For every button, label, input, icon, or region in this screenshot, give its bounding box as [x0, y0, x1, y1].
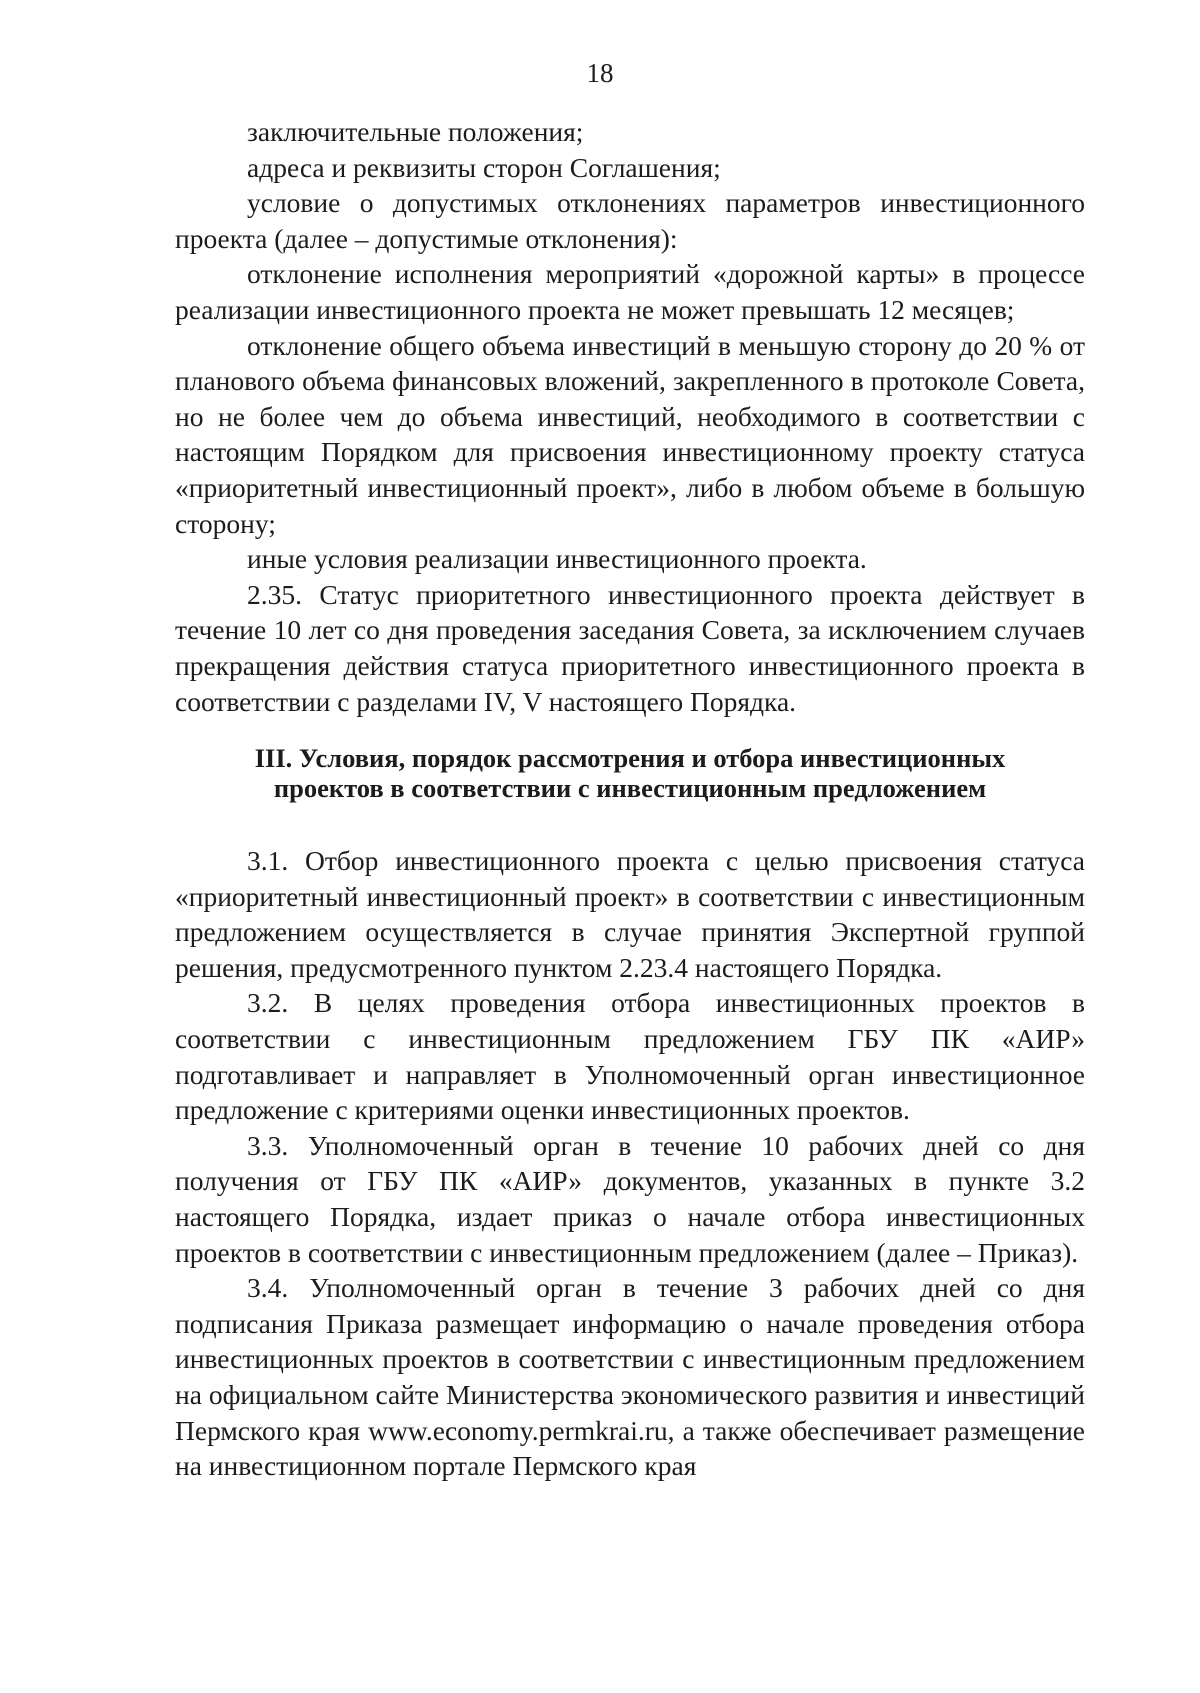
paragraph-clause-2-35: 2.35. Статус приоритетного инвестиционного проекта действует в течение 10 лет со дня проведения заседания Совета, за исключением случаев прекращения действия статуса приоритетного инвестиционного проекта в соответствии с разделами IV, V настоящего Порядка. — [175, 578, 1085, 717]
paragraph: заключительные положения; — [247, 116, 584, 147]
paragraph: отклонение исполнения мероприятий «дорожной карты» в процессе реализации инвестиционного проекта не может превышать 12 месяцев; — [175, 258, 1085, 325]
paragraph-clause-3-2: 3.2. В целях проведения отбора инвестиционных проектов в соответствии с инвестиционным предложением ГБУ ПК «АИР» подготавливает и направляет в Уполномоченный орган инвестиционное предложение с критериями оценки инвестиционных проектов. — [175, 987, 1085, 1126]
section-heading-line: проектов в соответствии с инвестиционным предложением — [273, 773, 987, 804]
document-body — [175, 114, 1085, 1484]
section-heading — [175, 743, 1085, 803]
paragraph-clause-3-3: 3.3. Уполномоченный орган в течение 10 рабочих дней со дня получения от ГБУ ПК «АИР» документов, указанных в пункте 3.2 настоящего Порядка, издает приказ о начале отбора инвестиционных проектов в соответствии с инвестиционным предложением (далее – Приказ). — [175, 1129, 1085, 1268]
paragraph-clause-3-1: 3.1. Отбор инвестиционного проекта с целью присвоения статуса «приоритетный инвестиционный проект» в соответствии с инвестиционным предложением осуществляется в случае принятия Экспертной группой решения, предусмотренного пунктом 2.23.4 настоящего Порядка. — [175, 845, 1085, 983]
paragraph: иные условия реализации инвестиционного проекта. — [247, 543, 867, 575]
paragraph: адреса и реквизиты сторон Соглашения; — [247, 151, 721, 183]
paragraph-clause-3-4: 3.4. Уполномоченный орган в течение 3 рабочих дней со дня подписания Приказа размещает информацию о начале проведения отбора инвестиционных проектов в соответствии с инвестиционным предложением на официальном сайте Министерства экономического развития и инвестиций Пермского края www.economy.permkrai.ru, а также обеспечивает размещение на инвестиционном портале Пермского края — [175, 1272, 1085, 1482]
section-heading-line: III. Условия, порядок рассмотрения и отбора инвестиционных — [254, 743, 1006, 774]
spacer — [175, 829, 1085, 843]
paragraph: условие о допустимых отклонениях параметров инвестиционного проекта (далее – допустимые отклонения): — [175, 187, 1085, 254]
paragraph: отклонение общего объема инвестиций в меньшую сторону до 20 % от планового объема финансовых вложений, закрепленного в протоколе Совета, но не более чем до объема инвестиций, необходимого в соответствии с настоящим Порядком для присвоения инвестиционному проекту статуса «приоритетный инвестиционный проект», либо в любом объеме в большую сторону; — [175, 329, 1085, 539]
page-number: 18 — [586, 58, 614, 88]
